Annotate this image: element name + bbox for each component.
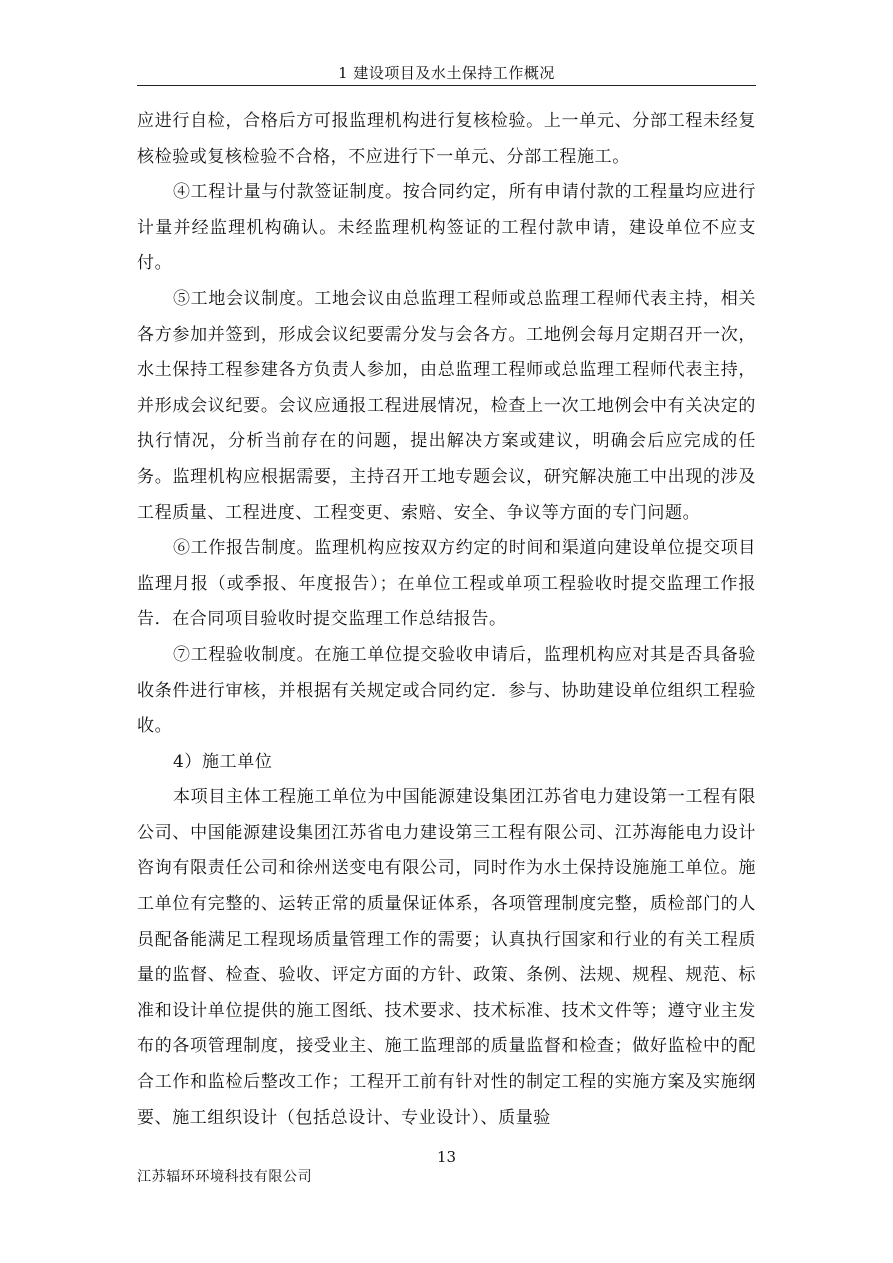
- document-body: [137, 104, 756, 1136]
- body-paragraph: ④工程计量与付款签证制度。按合同约定，所有申请付款的工程量均应进行计量并经监理机构确认。未经监理机构签证的工程付款申请，建设单位不应支付。: [137, 182, 756, 274]
- header-divider: [137, 85, 756, 86]
- page-number: 13: [436, 1148, 457, 1166]
- section-heading: 4）施工单位: [173, 751, 273, 772]
- body-paragraph: 本项目主体工程施工单位为中国能源建设集团江苏省电力建设第一工程有限公司、中国能源建设集团江苏省电力建设第三工程有限公司、江苏海能电力设计咨询有限责任公司和徐州送变电有限公司，同时作为水土保持设施施工单位。施工单位有完整的、运转正常的质量保证体系，各项管理制度完整，质检部门的人员配备能满足工程现场质量管理工作的需要；认真执行国家和行业的有关工程质量的监督、检查、验收、评定方面的方针、政策、条例、法规、规程、规范、标准和设计单位提供的施工图纸、技术要求、技术标准、技术文件等；遵守业主发布的各项管理制度，接受业主、施工监理部的质量监督和检查；做好监检中的配合工作和监检后整改工作；工程开工前有针对性的制定工程的实施方案及实施纲要、施工组织设计（包括总设计、专业设计）、质量验: [137, 787, 756, 1128]
- body-paragraph: 应进行自检，合格后方可报监理机构进行复核检验。上一单元、分部工程未经复核检验或复核检验不合格，不应进行下一单元、分部工程施工。: [137, 111, 756, 167]
- body-paragraph: ⑤工地会议制度。工地会议由总监理工程师或总监理工程师代表主持，相关各方参加并签到，形成会议纪要需分发与会各方。工地例会每月定期召开一次，水土保持工程参建各方负责人参加，由总监理工程师或总监理工程师代表主持，并形成会议纪要。会议应通报工程进展情况，检查上一次工地例会中有关决定的执行情况，分析当前存在的问题，提出解决方案或建议，明确会后应完成的任务。监理机构应根据需要，主持召开工地专题会议，研究解决施工中出现的涉及工程质量、工程进度、工程变更、索赔、安全、争议等方面的专门问题。: [137, 288, 756, 523]
- body-paragraph: ⑦工程验收制度。在施工单位提交验收申请后，监理机构应对其是否具备验收条件进行审核，并根据有关规定或合同约定．参与、协助建设单位组织工程验收。: [137, 644, 756, 737]
- footer-company-name: 江苏辐环环境科技有限公司: [137, 1169, 313, 1185]
- body-paragraph: ⑥工作报告制度。监理机构应按双方约定的时间和渠道向建设单位提交项目监理月报（或季报、年度报告）；在单位工程或单项工程验收时提交监理工作报告．在合同项目验收时提交监理工作总结报告。: [137, 538, 756, 630]
- page-header-title: 1 建设项目及水土保持工作概况: [338, 64, 555, 82]
